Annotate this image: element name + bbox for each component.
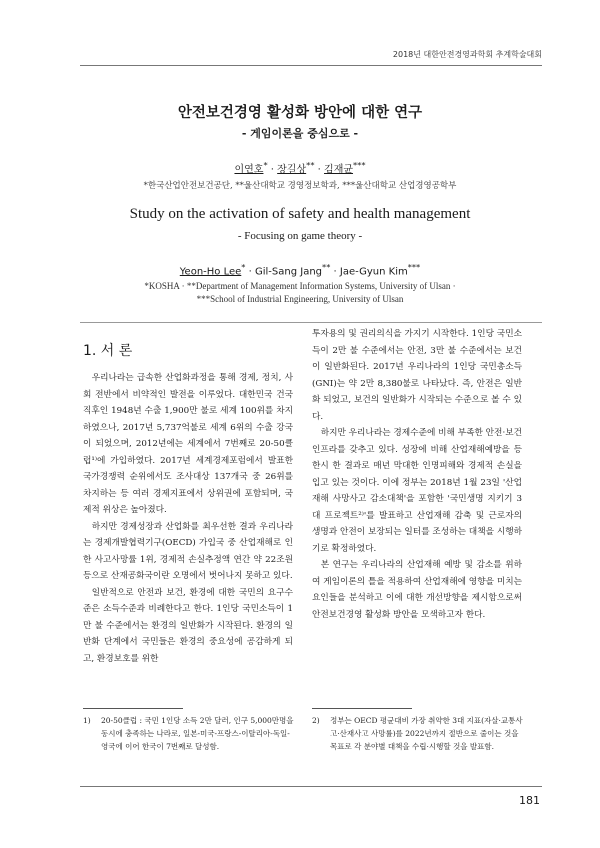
left-column [83,326,293,667]
korean-subtitle: - 게임이론을 중심으로 - [241,127,359,140]
author-name: Jae-Gyun Kim [339,266,408,278]
english-affiliation-line-2: ***School of Industrial Engineering, University of Ulsan [196,294,404,304]
author-name: 이연호 [234,164,264,176]
conference-name: 2018년 대한안전경영과학회 추계학술대회 [392,50,542,59]
author-separator: · [330,266,340,278]
body-paragraph: 본 연구는 우리나라의 산업재해 예방 및 감소를 위하여 게임이론의 틀을 적용하여 산업재해에 영향을 미치는 요인들을 분석하고 이에 대한 개선방향을 제시함으로써 안전보건경영 활성화 방안을 모색하고자 한다. [312,560,522,620]
footnote-number: 2) [312,716,320,725]
author-name: 김재균 [324,164,354,176]
body-paragraph: 일반적으로 안전과 보건, 환경에 대한 국민의 요구수준은 소득수준과 비례한다고 한다. 1인당 국민소득이 1만 불 수준에서는 환경의 일반화가 시작된다. 환경의 일반화 단계에서 국민들은 환경의 중요성에 공감하게 되고, 환경보호를 위한 [83,587,293,664]
author-mark: *** [407,262,421,272]
body-paragraph: 하지만 경제성장과 산업화를 최우선한 결과 우리나라는 경제개발협력기구(OECD) 가입국 중 산업재해로 인한 사고사망률 1위, 경제적 손실추정액 연간 약 22조원 등으로 산재공화국이란 오명에서 벗어나지 못하고 있다. [83,521,293,581]
author-separator: · [314,164,325,176]
english-subtitle: - Focusing on game theory - [237,230,363,242]
author-mark: ** [306,160,315,170]
running-header [80,49,542,65]
author-name: Gil-Sang Jang [255,266,323,278]
author-mark: * [241,262,246,272]
english-title: Study on the activation of safety and health management [129,206,471,222]
english-authors [60,262,540,277]
title-divider [80,322,542,323]
footer-divider [80,786,542,787]
author-separator: · [267,164,278,176]
author-name: Yeon-Ho Lee [179,266,242,278]
author-mark: * [263,160,268,170]
footnote-text: 정부는 OECD 평균대비 가장 취약한 3대 지표(자살·교통사고·산재사고 사망률)를 2022년까지 절반으로 줄이는 것을 목표로 각 분야별 대책을 수립·시행할 것을 발표함. [330,716,523,751]
korean-title: 안전보건경영 활성화 방안에 대한 연구 [177,104,423,121]
footnote-divider [83,708,183,709]
footnote-divider [312,708,412,709]
section-heading: 1. 서 론 [83,343,133,359]
body-paragraph: 우리나라는 급속한 산업화과정을 통해 경제, 정치, 사회 전반에서 비약적인 발전을 이루었다. 대한민국 건국 직후인 1948년 수출 1,900만 불로 세계 100위를 차지하였으나, 2017년 5,737억불로 세계 6위의 수출 강국이 되었으며, 2012년에는 세계에서 7번째로 20-50클럽¹⁾에 가입하였다. 2017년 세계경제포럼에서 발표한 국가경쟁력 순위에서도 조사대상 137개국 중 26위를 차지하는 등 여러 경제지표에서 상위권에 포함되며, 국제적 위상은 높아졌다. [83,373,293,515]
body-paragraph: 하지만 우리나라는 경제수준에 비해 부족한 안전·보건 인프라를 갖추고 있다. 성장에 비해 산업재해예방을 등한시 한 결과로 매년 막대한 인명피해와 경제적 손실을 입고 있는 것이다. 이에 정부는 2018년 1월 23일 '산업재해 사망사고 감소대책'을 포함한 '국민생명 지키기 3대 프로젝트²⁾'를 발표하고 산업재해 감축 및 근로자의 생명과 안전이 보장되는 일터를 조성하는 대책을 시행하기로 확정하였다. [312,428,522,554]
footnote [312,714,524,753]
author-mark: ** [322,262,331,272]
right-column [312,326,522,623]
author-mark: *** [353,160,366,170]
footnote-text: 20-50클럽 : 국민 1인당 소득 2만 달러, 인구 5,000만명을 동시에 충족하는 나라로, 일본-미국-프랑스-이탈리아-독일-영국에 이어 한국이 7번째로 달성함. [101,716,294,751]
footnote-number: 1) [83,716,91,725]
korean-authors [60,160,540,175]
body-paragraph: 투자용의 및 권리의식을 가지기 시작한다. 1인당 국민소득이 2만 불 수준에서는 안전, 3만 불 수준에서는 보건이 일반화된다. 2017년 우리나라의 1인당 국민총소득(GNI)는 약 2만 8,380불로 나타났다. 즉, 안전은 일반화 되었고, 보건의 일반화가 시작되는 수준으로 볼 수 있다. [312,329,522,422]
page-number: 181 [519,794,540,807]
footnote [83,714,295,753]
author-separator: · [245,266,255,278]
header-divider [80,65,542,66]
author-name: 장길상 [277,164,307,176]
english-affiliation-line-1: *KOSHA · **Department of Management Information Systems, University of Ulsan · [144,281,456,291]
korean-affiliations: *한국산업안전보건공단, **울산대학교 경영정보학과, ***울산대학교 산업경영공학부 [143,181,457,191]
